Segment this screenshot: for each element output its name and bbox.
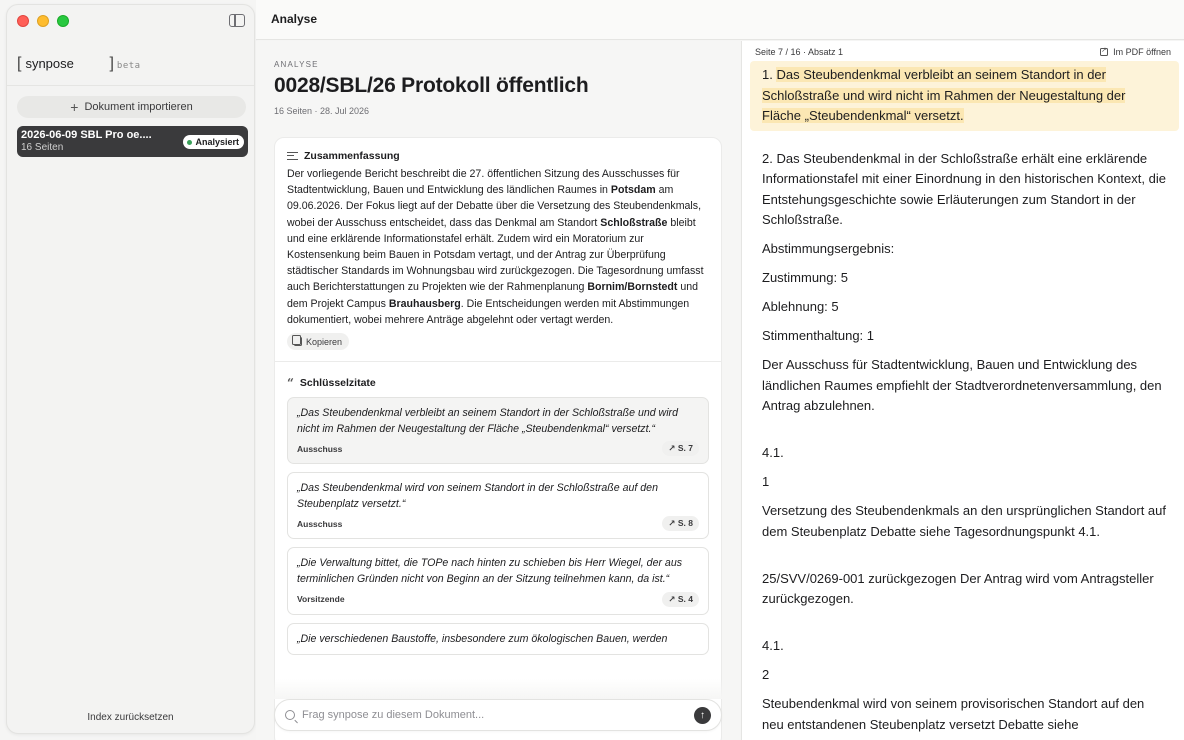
analysis-card bbox=[274, 137, 722, 740]
zoom-window-button[interactable] bbox=[57, 15, 69, 27]
plus-icon: + bbox=[70, 99, 79, 115]
quote-text: „Die Verwaltung bittet, die TOPe nach hinten zu schieben bis Herr Wiegel, der aus terminlichen Gründen nicht von Beginn an der Sitzung teilnehmen kann, da ist.“ bbox=[297, 557, 683, 585]
document-paragraph: 2 bbox=[762, 667, 770, 682]
document-paragraph: 25/SVV/0269-001 zurückgezogen Der Antrag wird vom Antragsteller zurückgezogen. bbox=[762, 570, 1154, 606]
quote-card[interactable] bbox=[287, 623, 709, 656]
paragraph-gap bbox=[762, 551, 1167, 569]
document-paragraph: Steubendenkmal wird von seinem provisorischen Standort auf den neu entstandenen Steubenplatz versetzt Debatte siehe bbox=[762, 696, 1145, 732]
open-pdf-label: Im PDF öffnen bbox=[1113, 47, 1171, 57]
import-document-label: Dokument importieren bbox=[84, 101, 193, 113]
summary-text-part: Der vorliegende Bericht beschreibt die 27. öffentlichen Sitzung des Ausschusses für Stadtentwicklung, Bauen und Entwicklung des ländlichen Raumes in bbox=[287, 168, 680, 197]
summary-text-part: am 09.06.2026. Der Fokus liegt auf der Debatte über die Versetzung des Steubendenkmals, wobei der Ausschuss entscheidet, dass das Denkmal am Standort bbox=[287, 184, 702, 229]
document-list-item[interactable] bbox=[17, 126, 248, 157]
document-title: 2026-06-09 SBL Pro oe.... bbox=[21, 129, 152, 141]
document-paragraph: Ablehnung: 5 bbox=[762, 299, 839, 314]
pdf-reader-pane bbox=[741, 41, 1184, 740]
quote-footer bbox=[297, 592, 699, 607]
summary-heading bbox=[287, 150, 709, 162]
toolbar bbox=[256, 0, 1184, 40]
document-paragraph: Der Ausschuss für Stadtentwicklung, Bauen und Entwicklung des ländlichen Raumes empfiehlt der Stadtverordnetenversammlung, den Antrag abzulehnen. bbox=[762, 357, 1162, 413]
highlight-prefix: 1. bbox=[762, 67, 777, 82]
bracket-open-icon: [ bbox=[17, 55, 22, 72]
quote-footer bbox=[297, 441, 699, 456]
external-link-icon bbox=[1100, 48, 1108, 56]
paragraph-gap bbox=[762, 131, 1167, 149]
key-quotes-section bbox=[275, 362, 721, 655]
window-title: Analyse bbox=[271, 12, 318, 26]
brand-tag: beta bbox=[116, 61, 141, 71]
brand-logo bbox=[17, 55, 141, 73]
document-paragraph: 4.1. bbox=[762, 638, 784, 653]
sidebar-divider bbox=[7, 85, 254, 86]
document-paragraph: 2. Das Steubendenkmal in der Schloßstraße erhält eine erklärende Informationstafel mit einer Einordnung in den historischen Kontext, die Entstehungsgeschichte sowie Erläuterungen zum Standort in der Schloßstraße. bbox=[762, 150, 1166, 227]
summary-keyword: Potsdam bbox=[610, 184, 656, 197]
summary-text-part: bleibt und eine erklärende Informationstafel erhält. Zudem wird ein Moratorium zur Kostensenkung beim Bauen in Potsdam vertagt, und der Antrag zur Überprüfung städtischer Standards im Wohnungsbau wird zurückgezogen. Die Tagesordnung umfasst auch Berichterstattungen zu Projekten wie der Rahmenplanung bbox=[287, 216, 704, 294]
quote-page-link[interactable]: ↗ S. 7 bbox=[662, 441, 699, 456]
summary-heading-label: Zusammenfassung bbox=[304, 150, 400, 162]
page-title: 0028/SBL/26 Protokoll öffentlich bbox=[274, 74, 589, 97]
quote-page-link[interactable]: ↗ S. 4 bbox=[662, 592, 699, 607]
status-label: Analysiert bbox=[195, 137, 239, 147]
page-location: Seite 7 / 16 · Absatz 1 bbox=[755, 47, 844, 57]
quote-text: „Das Steubendenkmal verbleibt an seinem Standort in der Schloßstraße und wird nicht im Rahmen der Neugestaltung der Fläche „Steubendenkmal“ versetzt.“ bbox=[297, 407, 678, 435]
document-paragraph: Stimmenthaltung: 1 bbox=[762, 328, 875, 343]
import-document-button[interactable] bbox=[17, 96, 246, 118]
text-lines-icon bbox=[287, 152, 298, 160]
section-kicker: ANALYSE bbox=[274, 60, 319, 69]
quotes-heading-label: Schlüsselzitate bbox=[299, 377, 376, 390]
document-paragraph: Zustimmung: 5 bbox=[762, 270, 848, 285]
quote-author: Ausschuss bbox=[297, 443, 343, 454]
summary-section bbox=[275, 138, 721, 351]
document-paragraph: 1 bbox=[762, 474, 770, 489]
quote-text: „Das Steubendenkmal wird von seinem Standort in der Schloßstraße auf den Steubenplatz versetzt.“ bbox=[297, 482, 658, 510]
document-paragraph: Abstimmungsergebnis: bbox=[762, 241, 895, 256]
quote-card[interactable] bbox=[287, 472, 709, 539]
search-icon bbox=[285, 710, 295, 720]
document-paragraph: Versetzung des Steubendenkmals an den ursprünglichen Standort auf dem Steubenplatz Debatte siehe Tagesordnungspunkt 4.1. bbox=[762, 503, 1166, 539]
copy-icon bbox=[294, 337, 302, 346]
summary-keyword: Schloßstraße bbox=[600, 216, 668, 229]
quote-page-link[interactable]: ↗ S. 8 bbox=[662, 516, 699, 531]
highlighted-passage bbox=[750, 61, 1179, 131]
document-meta: 16 Seiten · 28. Jul 2026 bbox=[274, 106, 370, 116]
paragraph-gap bbox=[762, 425, 1167, 443]
copy-label: Kopieren bbox=[306, 336, 343, 347]
scroll-fade bbox=[274, 679, 722, 699]
quote-author: Ausschuss bbox=[297, 518, 343, 529]
open-pdf-button[interactable] bbox=[1100, 47, 1171, 57]
summary-text bbox=[287, 166, 709, 328]
quote-text: „Die verschiedenen Baustoffe, insbesondere zum ökologischen Bauen, werden bbox=[297, 632, 668, 645]
quote-footer bbox=[297, 516, 699, 531]
ask-bar bbox=[274, 699, 722, 731]
window-controls bbox=[17, 15, 69, 27]
paragraph-gap bbox=[762, 618, 1167, 636]
quotes-heading bbox=[287, 377, 709, 389]
brand-name: synpose bbox=[25, 56, 74, 71]
copy-button[interactable] bbox=[287, 333, 349, 350]
quote-author: Vorsitzende bbox=[297, 594, 345, 605]
sidebar-toggle-icon[interactable] bbox=[229, 14, 245, 27]
send-arrow-icon[interactable]: ↑ bbox=[694, 707, 711, 724]
summary-keyword: Bornim/Bornstedt bbox=[587, 281, 678, 294]
document-pages: 16 Seiten bbox=[21, 142, 64, 153]
document-text bbox=[762, 61, 1167, 740]
status-badge bbox=[183, 135, 244, 149]
summary-text-part: und dem Projekt Campus bbox=[287, 281, 699, 310]
ask-input[interactable] bbox=[302, 709, 687, 721]
highlight-text: Das Steubendenkmal verbleibt an seinem Standort in der Schloßstraße und wird nicht im Rahmen der Neugestaltung der Fläche „Steubendenkmal“ versetzt. bbox=[762, 67, 1126, 123]
bracket-close-icon: ] bbox=[109, 55, 114, 72]
reset-index-button[interactable]: Index zurücksetzen bbox=[87, 712, 174, 723]
analysis-panel bbox=[256, 41, 740, 740]
minimize-window-button[interactable] bbox=[37, 15, 49, 27]
quote-card[interactable] bbox=[287, 547, 709, 614]
document-paragraph: 4.1. bbox=[762, 445, 784, 460]
quote-marks-icon: “ bbox=[287, 376, 294, 391]
close-window-button[interactable] bbox=[17, 15, 29, 27]
status-dot-icon bbox=[187, 140, 192, 145]
summary-text-part: . Die Entscheidungen werden mit Abstimmungen dokumentiert, wobei mehrere Anträge abgelehnt oder vertagt werden. bbox=[287, 297, 690, 326]
quote-card[interactable] bbox=[287, 397, 709, 464]
sidebar bbox=[6, 4, 255, 734]
summary-keyword: Brauhausberg bbox=[388, 297, 461, 310]
